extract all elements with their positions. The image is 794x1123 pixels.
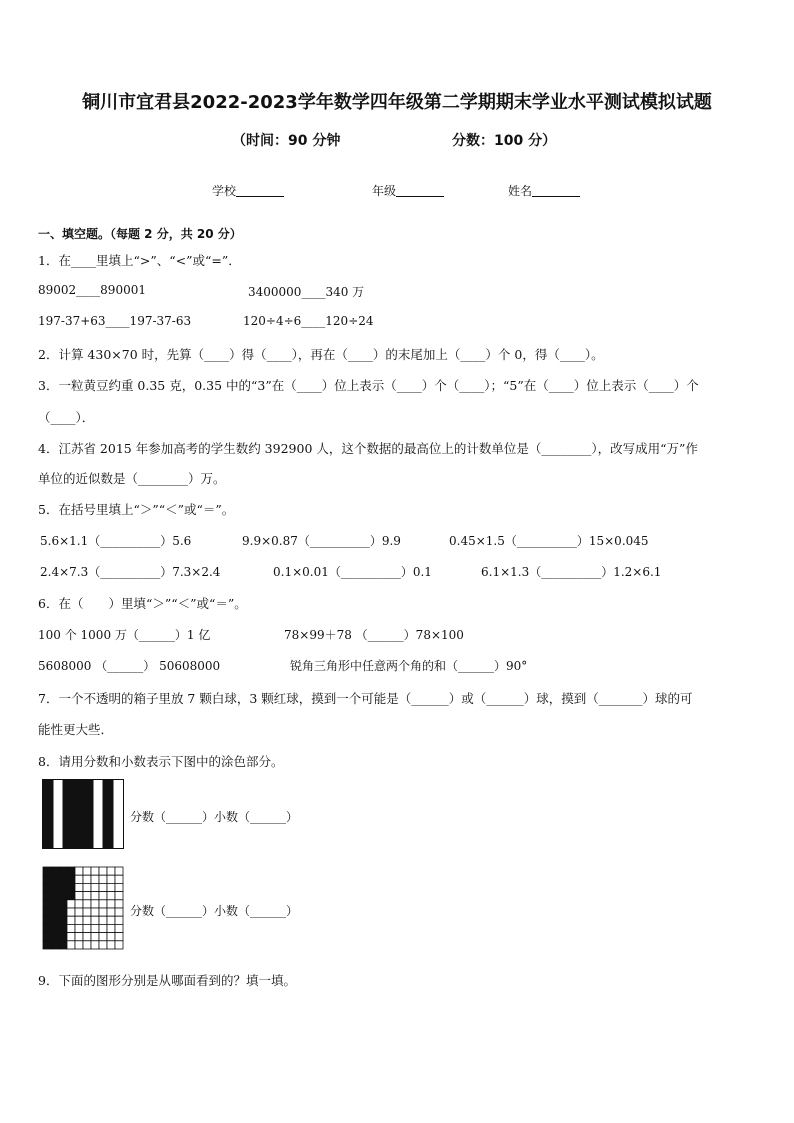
grid-cell xyxy=(67,941,75,949)
q5-b: 9.9×0.87（__________）9.9 xyxy=(242,534,401,548)
q5-a: 5.6×1.1（__________）5.6 xyxy=(40,534,192,548)
grid-cell xyxy=(51,900,59,908)
grid-cell xyxy=(115,924,123,932)
grid-cell xyxy=(115,883,123,891)
q1-d: 120÷4÷6____120÷24 xyxy=(243,314,374,328)
grid-cell xyxy=(107,908,115,916)
q5-e: 0.1×0.01（__________）0.1 xyxy=(273,565,432,579)
grid-cell xyxy=(67,892,75,900)
grid-cell xyxy=(107,916,115,924)
grid-cell xyxy=(83,900,91,908)
grid-cell xyxy=(115,933,123,941)
grid-cell xyxy=(91,867,99,875)
grid-cell xyxy=(51,916,59,924)
grid-cell xyxy=(99,941,107,949)
grid-cell xyxy=(43,924,51,932)
grid-cell xyxy=(59,883,67,891)
grid-cell xyxy=(75,933,83,941)
grid-cell xyxy=(75,883,83,891)
grid-cell xyxy=(107,924,115,932)
grid-cell xyxy=(67,908,75,916)
grid-cell xyxy=(59,916,67,924)
q1-c: 197-37+63____197-37-63 xyxy=(38,314,192,328)
q6-c: 5608000 （______） 50608000 xyxy=(38,659,221,673)
grid-cell xyxy=(83,933,91,941)
grid-cell xyxy=(83,867,91,875)
grid-cell xyxy=(59,941,67,949)
fig2-answer: 分数（______）小数（______） xyxy=(130,904,299,918)
grid-cell xyxy=(83,875,91,883)
grid-cell xyxy=(43,892,51,900)
grid-cell xyxy=(99,900,107,908)
grid-cell xyxy=(115,900,123,908)
q7-line2: 能性更大些． xyxy=(38,722,114,737)
grid-cell xyxy=(59,875,67,883)
grid-cell xyxy=(43,933,51,941)
grid-cell xyxy=(107,892,115,900)
exam-time: （时间：90 分钟 xyxy=(232,133,341,149)
grid-cell xyxy=(91,933,99,941)
grid-cell xyxy=(99,883,107,891)
grid-cell xyxy=(83,892,91,900)
grid-cell xyxy=(43,900,51,908)
q5-f: 6.1×1.3（__________）1.2×6.1 xyxy=(481,565,662,579)
grid-cell xyxy=(67,867,75,875)
q3-line2: （____）． xyxy=(38,410,95,425)
grid-cell xyxy=(107,933,115,941)
grid-cell xyxy=(75,908,83,916)
grid-cell xyxy=(107,875,115,883)
q5-stem: 5．在括号里填上“＞”“＜”或“＝”。 xyxy=(38,502,235,517)
grid-cell xyxy=(107,867,115,875)
grid-cell xyxy=(59,892,67,900)
school-blank[interactable] xyxy=(236,184,284,197)
grid-cell xyxy=(115,908,123,916)
grid-cell xyxy=(51,924,59,932)
grid-cell xyxy=(51,941,59,949)
q6-d: 锐角三角形中任意两个角的和（______）90° xyxy=(290,659,528,673)
grid-cell xyxy=(99,924,107,932)
q7-line1: 7．一个不透明的箱子里放 7 颗白球，3 颗红球，摸到一个可能是（______）或（______）球，摸到（_______）球的可 xyxy=(38,691,693,706)
grid-cell xyxy=(43,875,51,883)
grid-cell xyxy=(91,892,99,900)
grid-cell xyxy=(107,883,115,891)
grid-cell xyxy=(59,867,67,875)
school-label: 学校 xyxy=(212,184,237,198)
grid-cell xyxy=(83,941,91,949)
grid-cell xyxy=(75,875,83,883)
grid-cell xyxy=(99,908,107,916)
grid-cell xyxy=(115,875,123,883)
q6-stem: 6．在（ ）里填“＞”“＜”或“＝”。 xyxy=(38,596,247,611)
grid-cell xyxy=(115,916,123,924)
q1-stem: 1．在____里填上“>”、“<”或“=”． xyxy=(38,253,241,268)
grid-cell xyxy=(43,908,51,916)
grid-cell xyxy=(59,933,67,941)
name-blank[interactable] xyxy=(532,184,580,197)
name-field[interactable] xyxy=(508,182,580,199)
q2: 2．计算 430×70 时，先算（____）得（____），再在（____）的末尾加上（____）个 0，得（____）。 xyxy=(38,347,604,362)
grid-cell xyxy=(83,924,91,932)
q1-b: 3400000____340 万 xyxy=(248,285,365,299)
grid-cell xyxy=(75,892,83,900)
grid-cell xyxy=(75,900,83,908)
grid-cell xyxy=(99,916,107,924)
grid-cell xyxy=(59,924,67,932)
grid-cell xyxy=(51,875,59,883)
grid-cell xyxy=(91,883,99,891)
q1-a: 89002____890001 xyxy=(38,283,146,297)
grid-cell xyxy=(67,924,75,932)
grid-cell xyxy=(43,941,51,949)
grid-cell xyxy=(43,883,51,891)
grid-cell xyxy=(51,892,59,900)
grid-cell xyxy=(107,941,115,949)
fig1-answer: 分数（______）小数（______） xyxy=(130,810,299,824)
grid-cell xyxy=(83,883,91,891)
grid-cell xyxy=(59,908,67,916)
name-label: 姓名 xyxy=(508,184,533,198)
grid-cell xyxy=(67,875,75,883)
grid-cell xyxy=(59,900,67,908)
grid-cell xyxy=(75,867,83,875)
q9: 9．下面的图形分别是从哪面看到的？填一填。 xyxy=(38,973,296,988)
section-heading: 一、填空题。（每题 2 分，共 20 分） xyxy=(38,227,242,241)
q6-a: 100 个 1000 万（______）1 亿 xyxy=(38,628,211,642)
fig1-striped-bars xyxy=(42,779,124,849)
grid-cell xyxy=(43,867,51,875)
grid-cell xyxy=(51,867,59,875)
grid-cell xyxy=(115,892,123,900)
grid-cell xyxy=(99,892,107,900)
grid-cell xyxy=(91,875,99,883)
q3-line1: 3．一粒黄豆约重 0.35 克，0.35 中的“3”在（____）位上表示（____）个（____）；“5”在（____）位上表示（____）个 xyxy=(38,378,699,393)
grid-cell xyxy=(107,900,115,908)
q4-line2: 单位的近似数是（________）万。 xyxy=(38,471,226,486)
grid-cell xyxy=(91,900,99,908)
q6-b: 78×99＋78 （______）78×100 xyxy=(284,628,464,642)
grid-cell xyxy=(51,933,59,941)
grid-cell xyxy=(83,916,91,924)
school-field[interactable] xyxy=(212,182,284,199)
grid-cell xyxy=(67,900,75,908)
grid-cell xyxy=(99,933,107,941)
grade-field[interactable] xyxy=(372,182,444,199)
grid-cell xyxy=(91,916,99,924)
grid-cell xyxy=(51,908,59,916)
grid-cell xyxy=(115,867,123,875)
grid-cell xyxy=(91,908,99,916)
grid-cell xyxy=(75,916,83,924)
q5-d: 2.4×7.3（__________）7.3×2.4 xyxy=(40,565,221,579)
grid-cell xyxy=(67,916,75,924)
grid-cell xyxy=(99,875,107,883)
fig2-grid xyxy=(42,866,124,950)
grid-cell xyxy=(43,916,51,924)
page-title: 铜川市宜君县2022-2023学年数学四年级第二学期期末学业水平测试模拟试题 xyxy=(82,92,712,113)
grid-cell xyxy=(51,883,59,891)
grid-cell xyxy=(115,941,123,949)
exam-score: 分数：100 分） xyxy=(452,133,557,149)
grid-cell xyxy=(99,867,107,875)
grade-blank[interactable] xyxy=(396,184,444,197)
grid-cell xyxy=(91,941,99,949)
grade-label: 年级 xyxy=(372,184,397,198)
grid-cell xyxy=(75,941,83,949)
grid-cell xyxy=(67,933,75,941)
grid-cell xyxy=(75,924,83,932)
q4-line1: 4．江苏省 2015 年参加高考的学生数约 392900 人，这个数据的最高位上的计数单位是（________），改写成用“万”作 xyxy=(38,441,698,456)
grid-cell xyxy=(91,924,99,932)
q5-c: 0.45×1.5（__________）15×0.045 xyxy=(449,534,649,548)
q8-stem: 8．请用分数和小数表示下图中的涂色部分。 xyxy=(38,754,284,769)
grid-cell xyxy=(67,883,75,891)
grid-cell xyxy=(83,908,91,916)
